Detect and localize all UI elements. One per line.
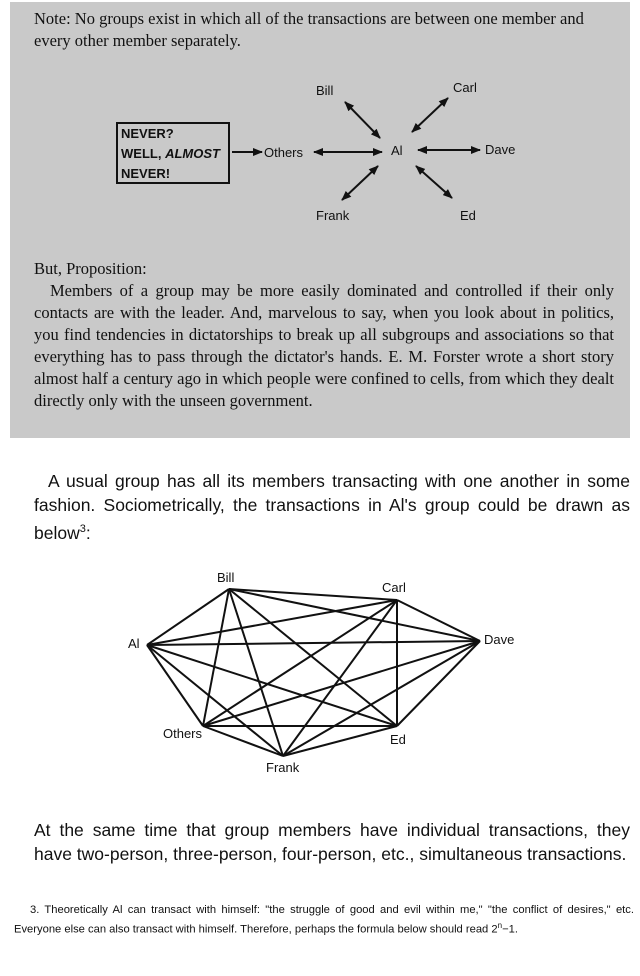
graph-node-carl: Carl bbox=[382, 580, 406, 595]
edge-bill-frank bbox=[229, 589, 283, 756]
callout-line-3: NEVER! bbox=[121, 166, 171, 181]
graph-node-others: Others bbox=[163, 726, 203, 741]
edge-bill-al bbox=[147, 589, 229, 645]
graph-node-frank: Frank bbox=[266, 760, 300, 775]
footnote: 3. Theoretically Al can transact with himself: "the struggle of good and evil within me," "the conflict of desires," etc. Everyone else can also transact with himself. Therefore, perhaps the formula below should read $2^n-1$. bbox=[14, 904, 634, 936]
edge-carl-dave bbox=[397, 600, 480, 641]
star-node-al: Al bbox=[391, 143, 403, 158]
footnote-exponent: n bbox=[497, 921, 503, 930]
callout-emphasis: ALMOST bbox=[165, 146, 220, 161]
note-text: Note: No groups exist in which all of the transactions are between one member and every other member separately. bbox=[34, 9, 584, 50]
edge-bill-others bbox=[203, 589, 229, 726]
graph-node-al: Al bbox=[128, 636, 140, 651]
graph-node-dave: Dave bbox=[484, 632, 515, 647]
graph-node-ed: Ed bbox=[390, 732, 406, 747]
callout-line-1: NEVER? bbox=[121, 126, 174, 141]
star-node-frank: Frank bbox=[316, 208, 350, 223]
graph-node-bill: Bill bbox=[217, 570, 235, 585]
edge-ed-frank bbox=[283, 726, 397, 756]
edge-carl-frank bbox=[283, 600, 397, 756]
star-node-bill: Bill bbox=[316, 83, 334, 98]
edge-al-ed bbox=[147, 645, 397, 726]
callout-line-2: WELL, ALMOST bbox=[121, 146, 220, 161]
footnote-ref: 3 bbox=[79, 523, 86, 535]
star-node-dave: Dave bbox=[485, 142, 516, 157]
star-node-others: Others bbox=[264, 145, 304, 160]
paragraph-usual-group: A usual group has all its members transacting with one another in some fashion. Sociometrically, the transactions in Al's group could be drawn as below$^3$: bbox=[34, 471, 630, 543]
edge-bill-ed bbox=[229, 589, 397, 726]
proposition-body: Members of a group may be more easily dominated and controlled if their only contacts are with the leader. And, marvelous to say, when you look about in politics, you find tendencies in dictatorships to break up all subgroups and associations so that everything has to pass through the dictator's hands. E. M. Forster wrote a short story almost half a century ago in which people were confined to cells, from which they dealt directly only with the unseen government. bbox=[34, 281, 614, 410]
star-node-carl: Carl bbox=[453, 80, 477, 95]
star-node-ed: Ed bbox=[460, 208, 476, 223]
edge-carl-al bbox=[147, 600, 397, 645]
edge-al-dave bbox=[147, 641, 480, 645]
proposition-heading: But, Proposition: bbox=[34, 259, 147, 278]
paragraph-simultaneous: At the same time that group members have individual transactions, they have two-person, three-person, four-person, etc., simultaneous transactions. bbox=[34, 820, 630, 864]
edge-al-others bbox=[147, 645, 203, 726]
edge-others-frank bbox=[203, 726, 283, 756]
